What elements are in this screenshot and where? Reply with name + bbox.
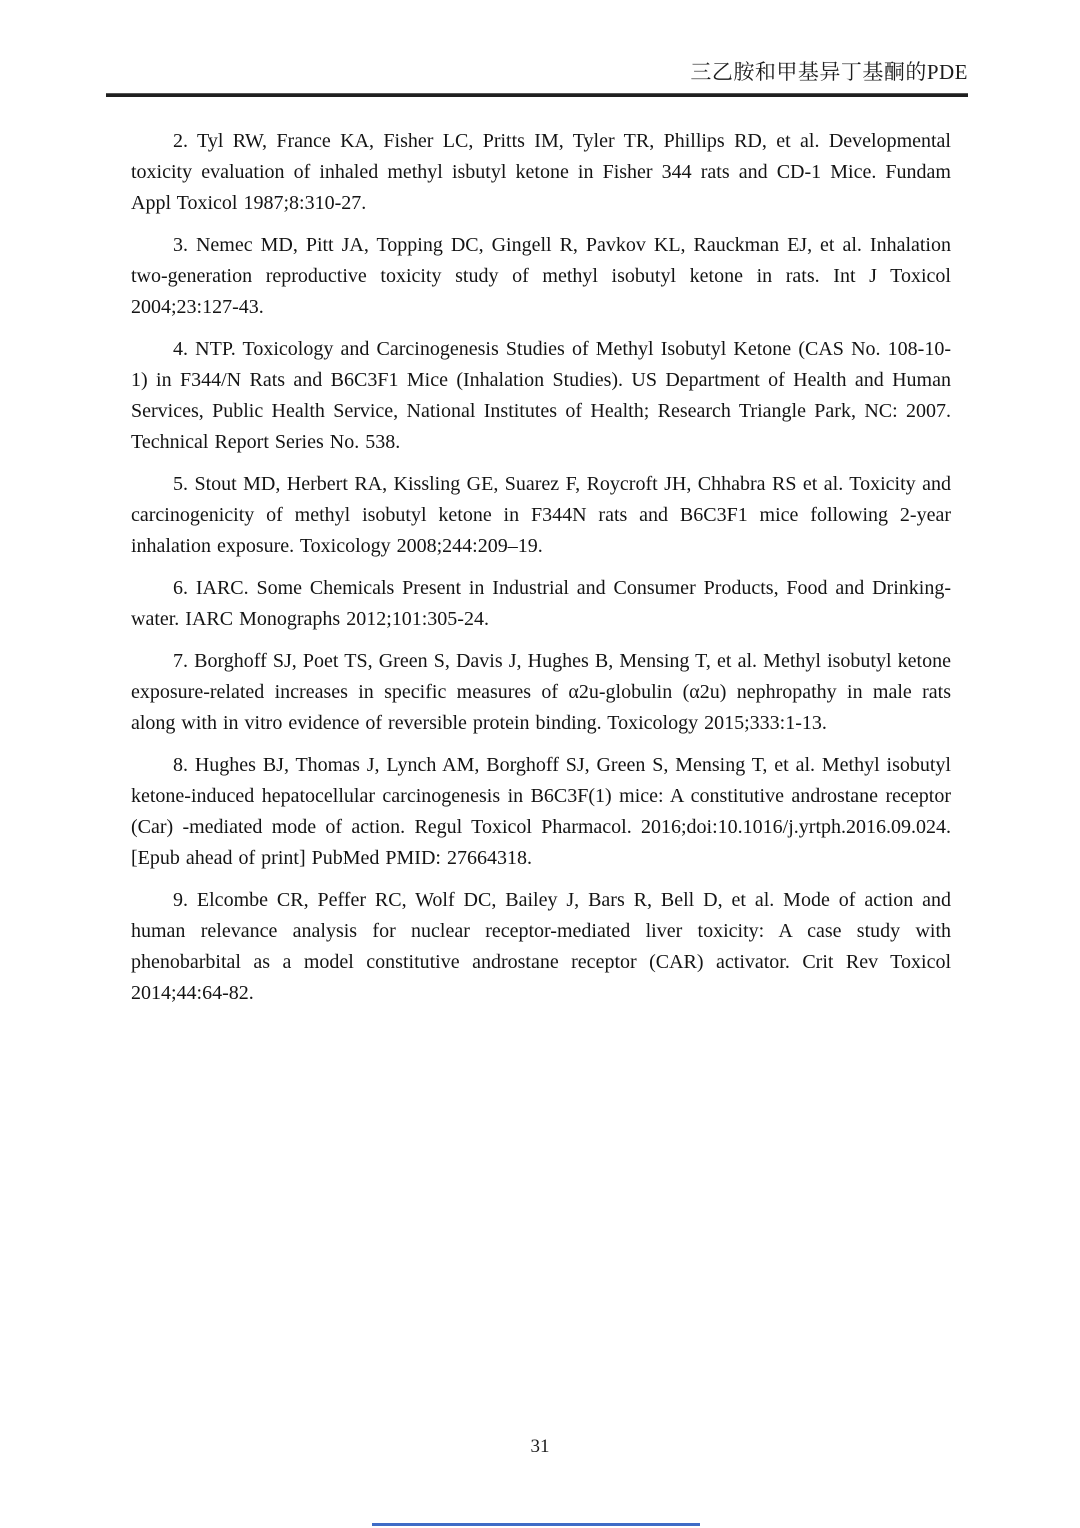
reference-item-2: 2. Tyl RW, France KA, Fisher LC, Pritts IM, Tyler TR, Phillips RD, et al. Developmental toxicity evaluation of inhaled methyl isbutyl ketone in Fisher 344 rats and CD-1 Mice. Fundam Appl Toxicol 1987;8:310-27. (131, 130, 951, 214)
bottom-accent-line (372, 1523, 700, 1526)
page-number: 31 (530, 1436, 550, 1457)
header-rule (106, 93, 968, 97)
page-footer (0, 1436, 1080, 1458)
reference-item-5: 5. Stout MD, Herbert RA, Kissling GE, Suarez F, Roycroft JH, Chhabra RS et al. Toxicity and carcinogenicity of methyl isobutyl ketone in F344N rats and B6C3F1 mice following 2-year inhalation exposure. Toxicology 2008;244:209–19. (131, 473, 951, 557)
reference-item-8: 8. Hughes BJ, Thomas J, Lynch AM, Borghoff SJ, Green S, Mensing T, et al. Methyl isobutyl ketone-induced hepatocellular carcinogenesis in B6C3F(1) mice: A constitutive androstane receptor (Car) -mediated mode of action. Regul Toxicol Pharmacol. 2016;doi:10.1016/j.yrtph.2016.09.024. [Epub ahead of print] PubMed PMID: 27664318. (131, 754, 951, 869)
reference-item-9: 9. Elcombe CR, Peffer RC, Wolf DC, Bailey J, Bars R, Bell D, et al. Mode of action and human relevance analysis for nuclear receptor-mediated liver toxicity: A case study with phenobarbital as a model constitutive androstane receptor (CAR) activator. Crit Rev Toxicol 2014;44:64-82. (131, 889, 951, 1004)
reference-item-4: 4. NTP. Toxicology and Carcinogenesis Studies of Methyl Isobutyl Ketone (CAS No. 108-10-1) in F344/N Rats and B6C3F1 Mice (Inhalation Studies). US Department of Health and Human Services, Public Health Service, National Institutes of Health; Research Triangle Park, NC: 2007. Technical Report Series No. 538. (131, 338, 951, 453)
reference-item-7: 7. Borghoff SJ, Poet TS, Green S, Davis J, Hughes B, Mensing T, et al. Methyl isobutyl ketone exposure-related increases in specific measures of α2u-globulin (α2u) nephropathy in male rats along with in vitro evidence of reversible protein binding. Toxicology 2015;333:1-13. (131, 650, 951, 734)
reference-item-3: 3. Nemec MD, Pitt JA, Topping DC, Gingell R, Pavkov KL, Rauckman EJ, et al. Inhalation two-generation reproductive toxicity study of methyl isobutyl ketone in rats. Int J Toxicol 2004;23:127-43. (131, 234, 951, 318)
running-header (106, 56, 968, 97)
reference-list (131, 126, 951, 1020)
reference-item-6: 6. IARC. Some Chemicals Present in Industrial and Consumer Products, Food and Drinking-water. IARC Monographs 2012;101:305-24. (131, 577, 951, 630)
header-title: 三乙胺和甲基异丁基酮的PDE (690, 60, 968, 84)
